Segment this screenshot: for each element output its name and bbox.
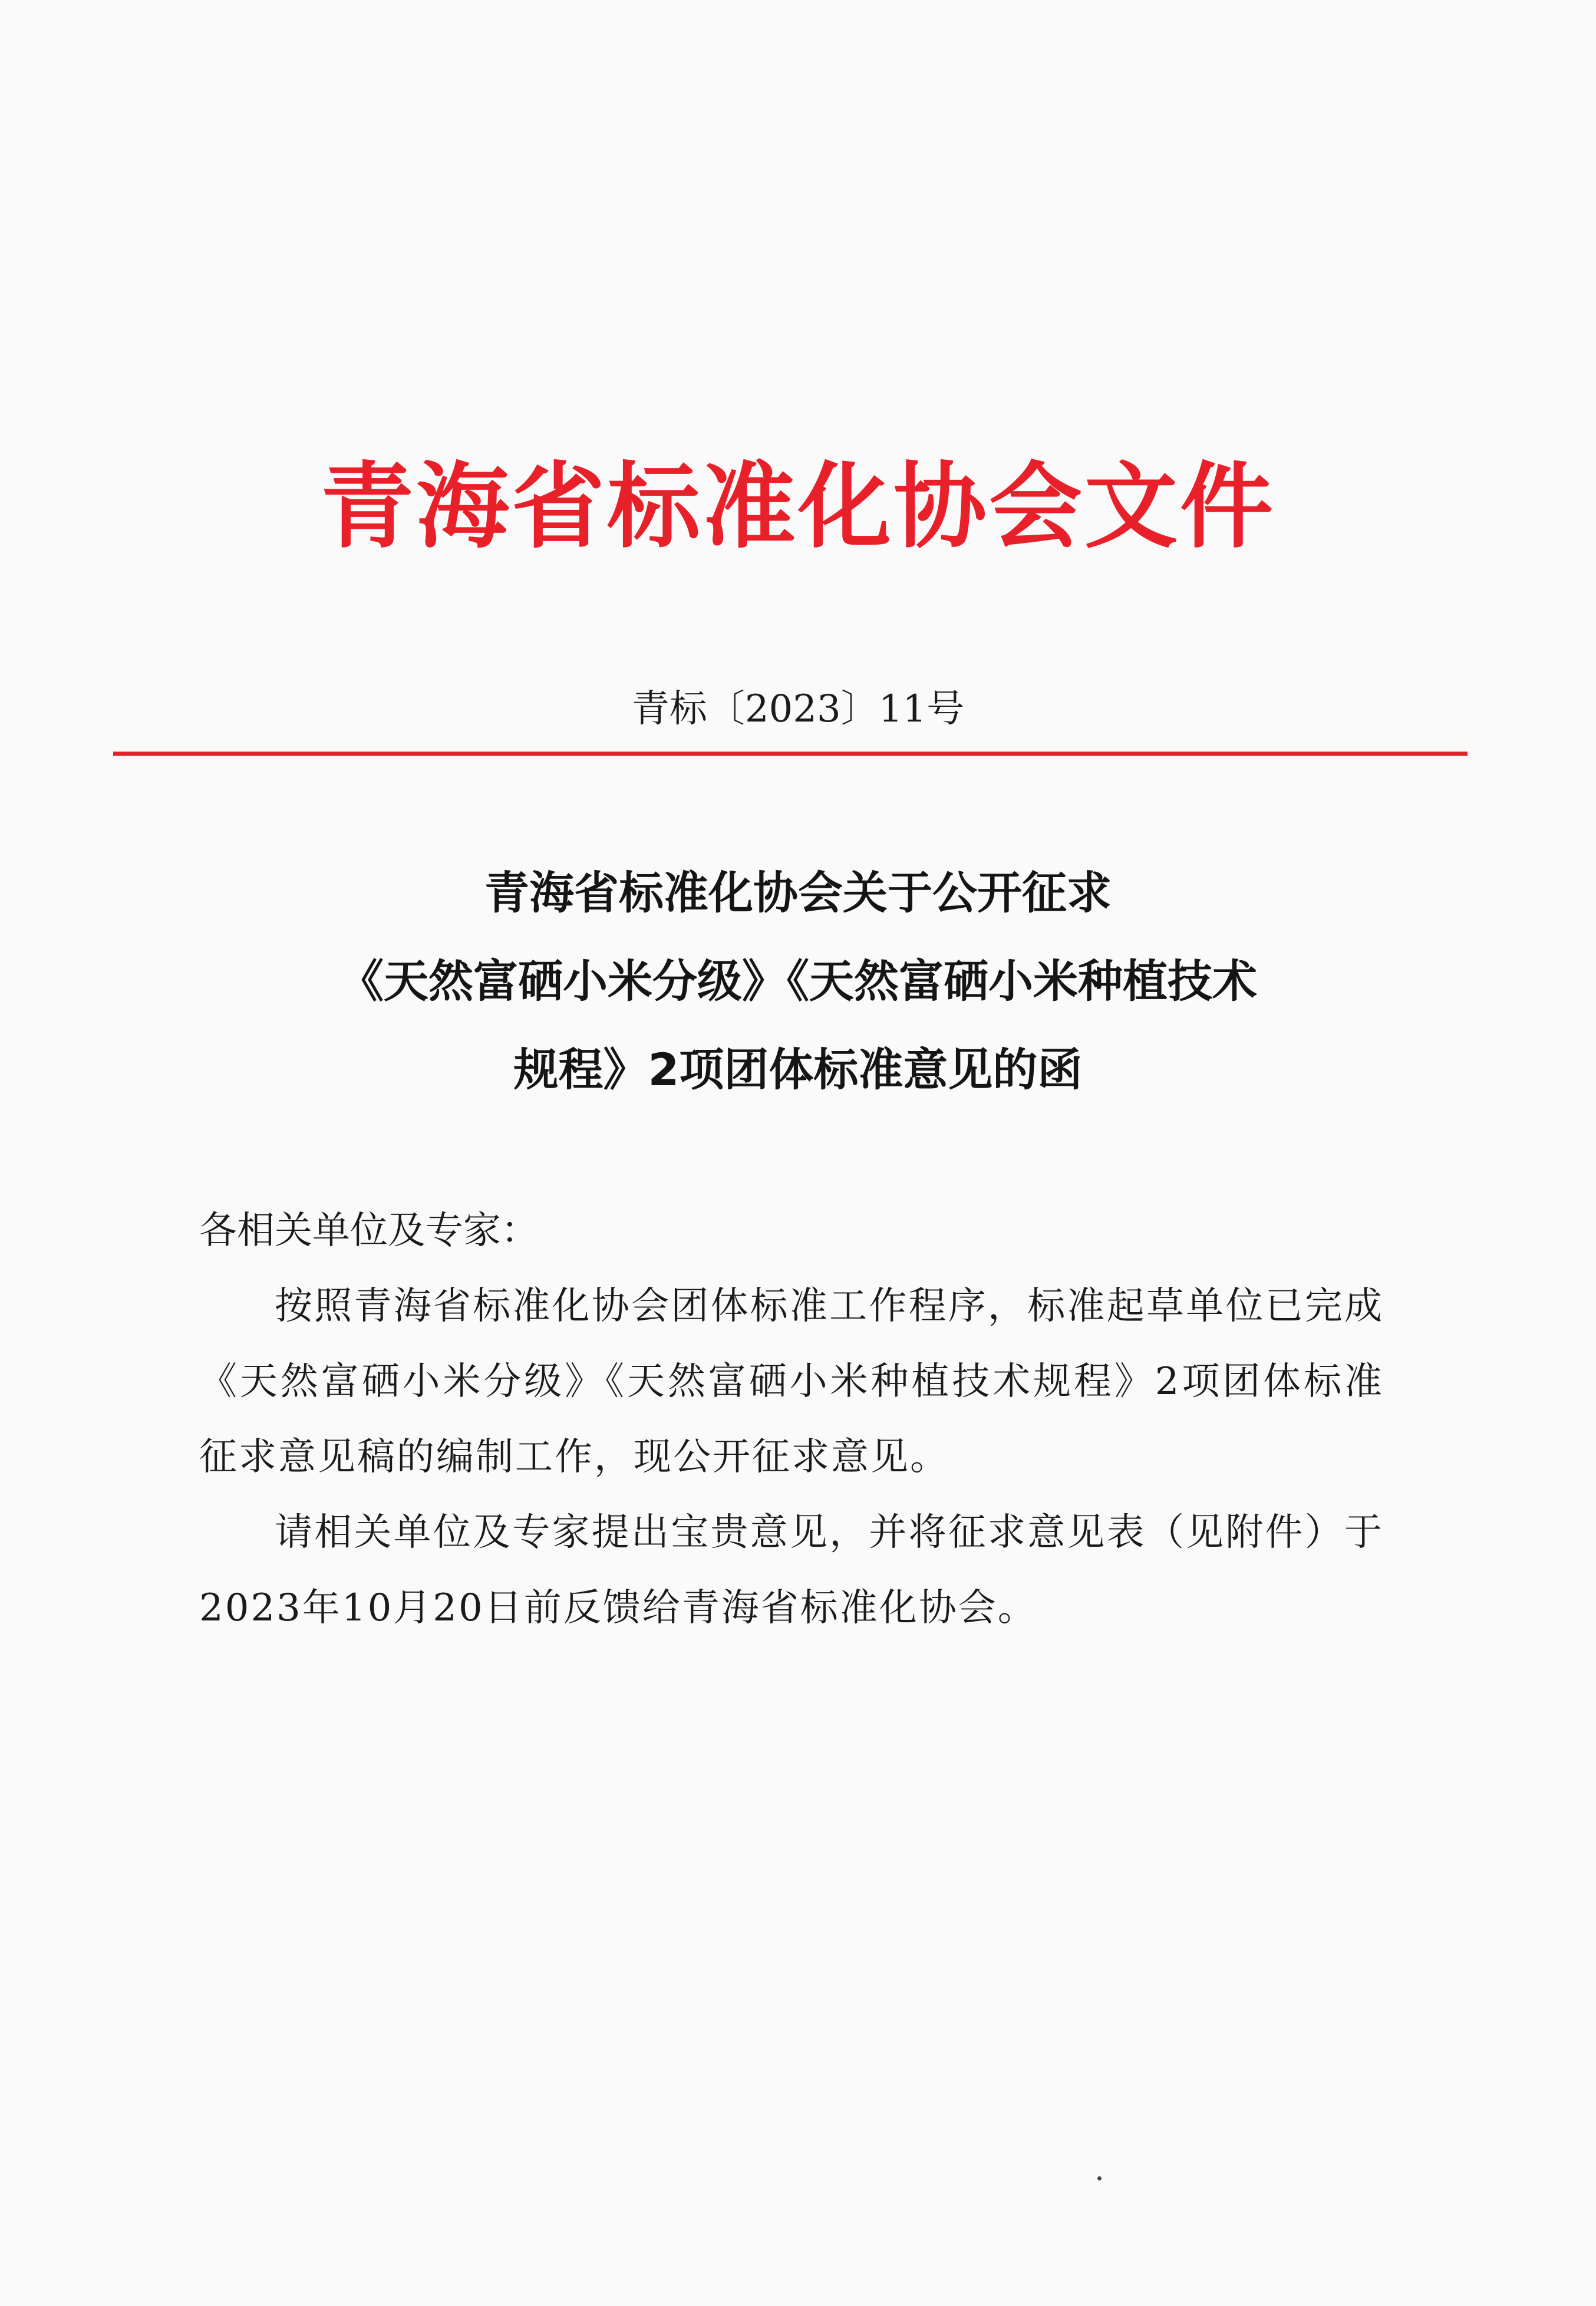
letter-body [199,1193,1384,1646]
letter-title-line: 《天然富硒小米分级》《天然富硒小米种植技术 [339,955,1257,1007]
letter-title [0,849,1596,1114]
letter-title-line: 规程》2项团体标准意见的函 [513,1043,1083,1096]
body-paragraph: 请相关单位及专家提出宝贵意见，并将征求意见表（见附件）于2023年10月20日前反馈给青海省标准化协会。 [199,1511,1384,1630]
document-number: 青标〔2023〕11号 [631,687,965,731]
red-divider-line [113,752,1468,756]
document-header-title: 青海省标准化协会文件 [321,453,1275,561]
letter-title-line: 青海省标准化协会关于公开征求 [484,867,1112,919]
scan-speck [1097,2176,1102,2180]
body-paragraph: 按照青海省标准化协会团体标准工作程序，标准起草单位已完成《天然富硒小米分级》《天然富硒小米种植技术规程》2项团体标准征求意见稿的编制工作，现公开征求意见。 [199,1284,1384,1479]
salutation: 各相关单位及专家： [199,1209,539,1253]
